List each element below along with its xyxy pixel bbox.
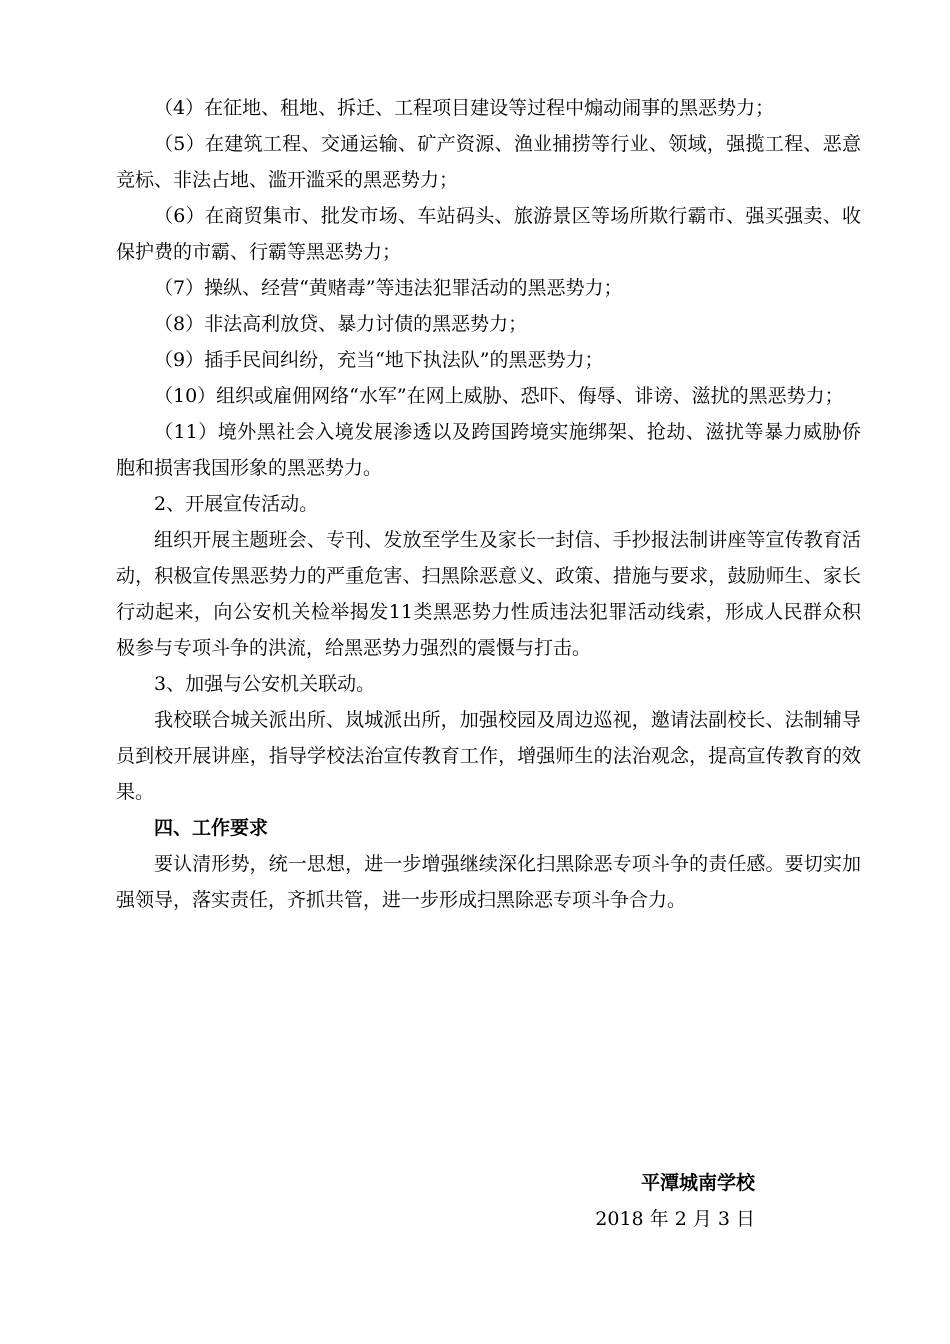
signature-block	[595, 1165, 755, 1237]
paragraph: （7）操纵、经营“黄赌毒”等违法犯罪活动的黑恶势力；	[154, 277, 623, 299]
paragraph: （11）境外黑社会入境发展渗透以及跨国跨境实施绑架、抢劫、滋扰等暴力威胁侨胞和损害我国形象的黑恶势力。	[116, 421, 861, 479]
paragraph: 我校联合城关派出所、岚城派出所，加强校园及周边巡视，邀请法副校长、法制辅导员到校开展讲座，指导学校法治宣传教育工作，增强师生的法治观念，提高宣传教育的效果。	[116, 709, 861, 803]
paragraph: 2、开展宣传活动。	[154, 493, 319, 515]
paragraph: 要认清形势，统一思想，进一步增强继续深化扫黑除恶专项斗争的责任感。要切实加强领导，落实责任，齐抓共管，进一步形成扫黑除恶专项斗争合力。	[116, 853, 861, 911]
signature-organization: 平潭城南学校	[640, 1172, 755, 1194]
paragraph: （8）非法高利放贷、暴力讨债的黑恶势力；	[154, 313, 528, 335]
paragraph: （6）在商贸集市、批发市场、车站码头、旅游景区等场所欺行霸市、强买强卖、收保护费的市霸、行霸等黑恶势力；	[116, 205, 861, 263]
section-heading: 四、工作要求	[154, 817, 269, 839]
document-body	[116, 90, 861, 918]
paragraph: （9）插手民间纠纷，充当“地下执法队”的黑恶势力；	[154, 349, 604, 371]
paragraph: （5）在建筑工程、交通运输、矿产资源、渔业捕捞等行业、领域，强揽工程、恶意竞标、非法占地、滥开滥采的黑恶势力；	[116, 133, 861, 191]
paragraph: （4）在征地、租地、拆迁、工程项目建设等过程中煽动闹事的黑恶势力；	[154, 97, 775, 119]
paragraph: （10）组织或雇佣网络“水军”在网上威胁、恐吓、侮辱、诽谤、滋扰的黑恶势力；	[154, 385, 844, 407]
signature-date: 2018 年 2 月 3 日	[595, 1208, 755, 1230]
paragraph: 组织开展主题班会、专刊、发放至学生及家长一封信、手抄报法制讲座等宣传教育活动，积极宣传黑恶势力的严重危害、扫黑除恶意义、政策、措施与要求，鼓励师生、家长行动起来，向公安机关检举揭发11类黑恶势力性质违法犯罪活动线索，形成人民群众积极参与专项斗争的洪流，给黑恶势力强烈的震慑与打击。	[116, 529, 861, 659]
paragraph: 3、加强与公安机关联动。	[154, 673, 376, 695]
